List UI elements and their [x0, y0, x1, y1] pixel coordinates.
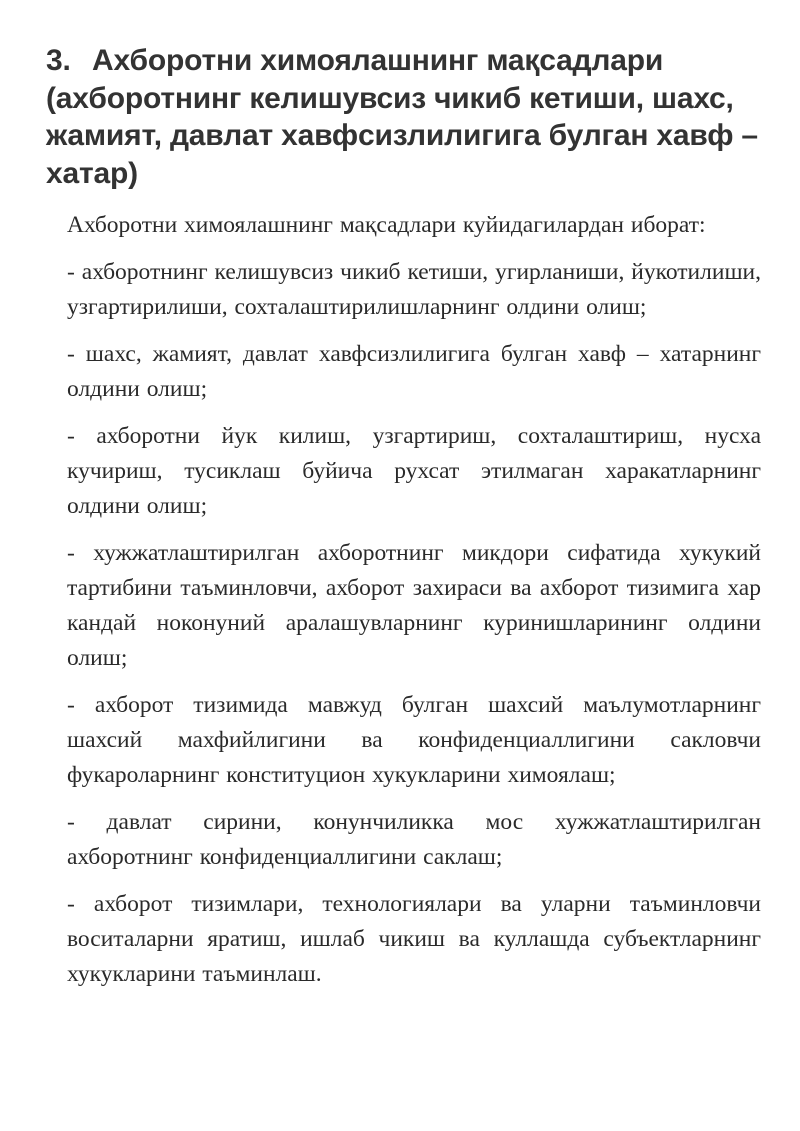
list-item: - ахборот тизимида мавжуд булган шахсий маълумотларнинг шахсий махфийлигини ва конфиденциаллигини сакловчи фукароларнинг конституцион хукукларини химоялаш; [67, 692, 761, 788]
section-body [67, 208, 761, 1004]
list-item: - ахборотни йук килиш, узгартириш, сохталаштириш, нусха кучириш, тусиклаш буйича рухсат этилмаган харакатларнинг олдини олиш; [67, 423, 761, 519]
section-number: 3. [46, 44, 71, 77]
list-item: - шахс, жамият, давлат хавфсизлилигига булган хавф – хатарнинг олдини олиш; [67, 341, 761, 402]
intro-paragraph: Ахборотни химоялашнинг мақсадлари куйидагилардан иборат: [67, 212, 706, 238]
list-item: - ахборот тизимлари, технологиялари ва уларни таъминловчи воситаларни яратиш, ишлаб чикиш ва куллашда субъектларнинг хукукларини таъминлаш. [67, 891, 761, 987]
list-item: - ахборотнинг келишувсиз чикиб кетиши, угирланиши, йукотилиши, узгартирилиши, сохталаштирилишларнинг олдини олиш; [67, 259, 761, 320]
list-item: - давлат сирини, конунчиликка мос хужжатлаштирилган ахборотнинг конфиденциаллигини саклаш; [67, 809, 761, 870]
section-heading [46, 42, 766, 192]
list-item: - хужжатлаштирилган ахборотнинг микдори сифатида хукукий тартибини таъминловчи, ахборот захираси ва ахборот тизимига хар кандай ноконуний аралашувларнинг куринишларининг олдини олиш; [67, 540, 761, 671]
section-title: Ахборотни химоялашнинг мақсадлари (ахборотнинг келишувсиз чикиб кетиши, шахс, жамият, давлат хавфсизлилигига булган хавф – хатар) [46, 44, 758, 190]
